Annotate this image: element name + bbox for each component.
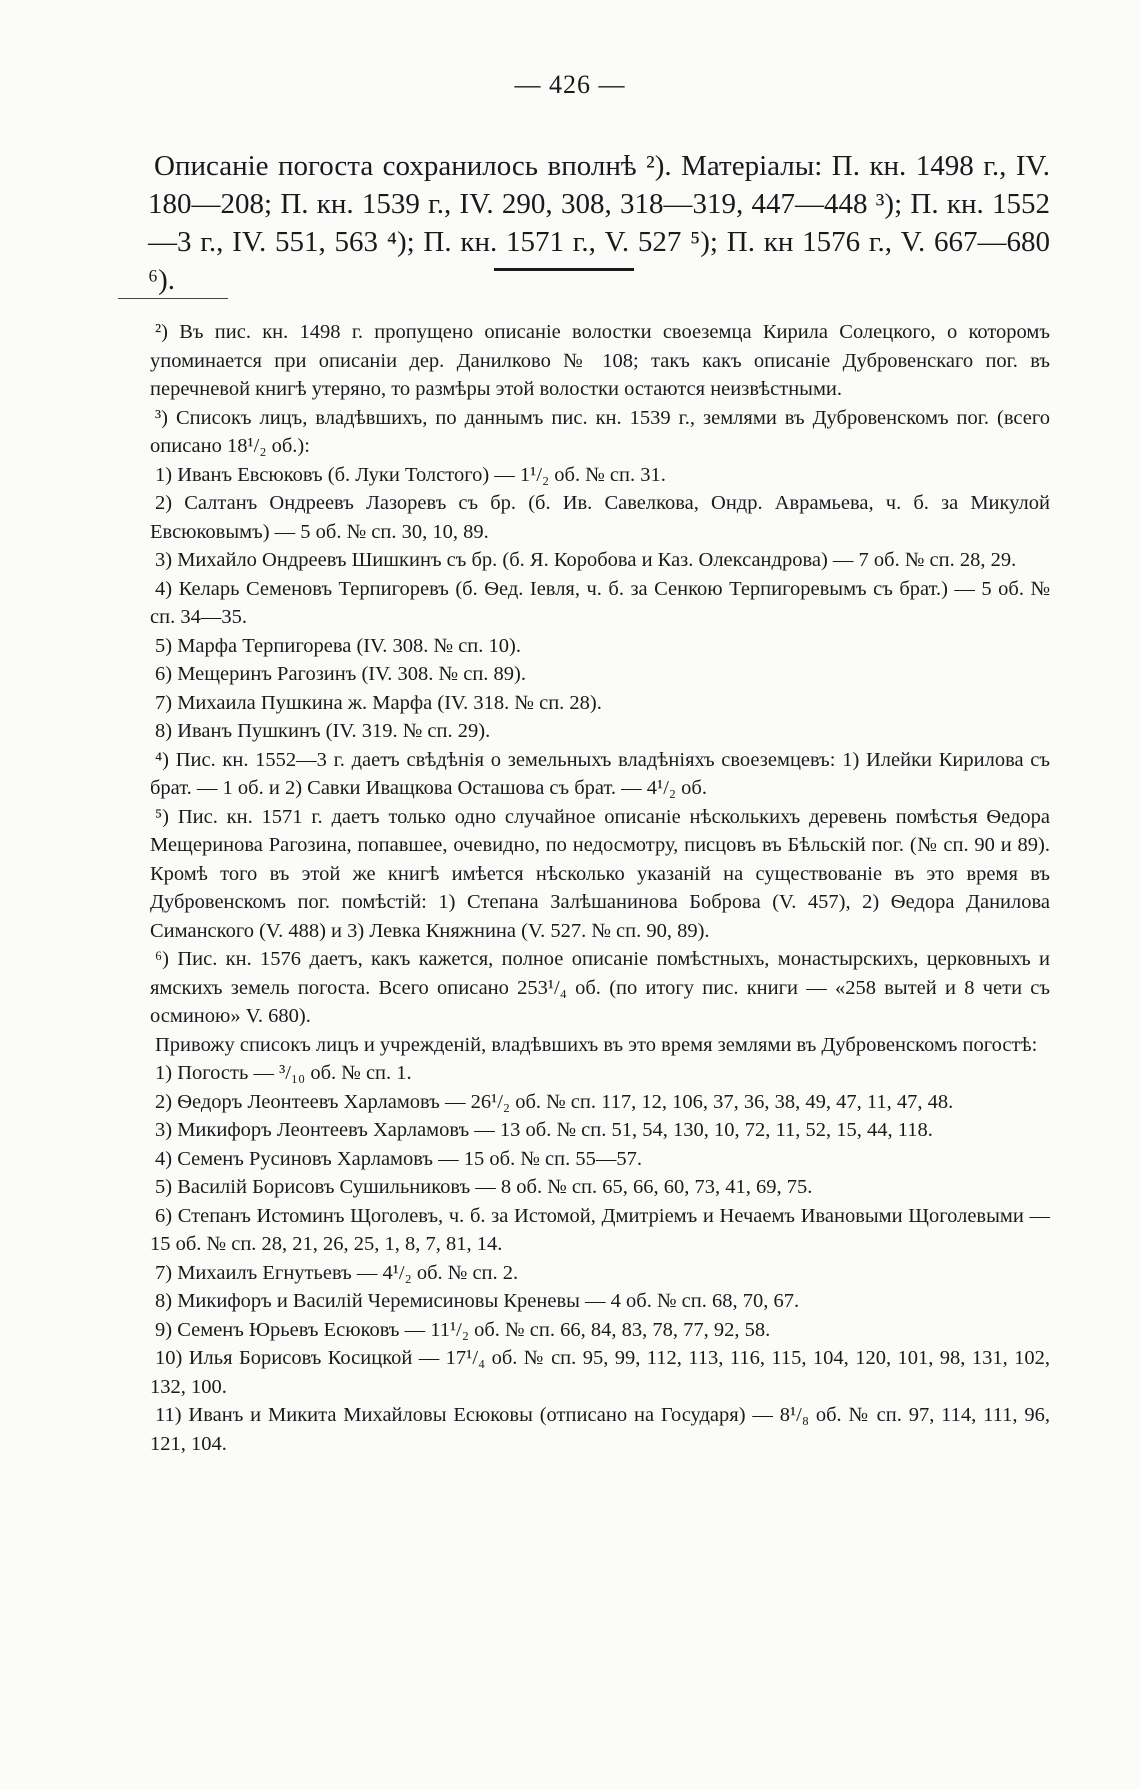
list-item: 4) Семенъ Русиновъ Харламовъ — 15 об. № сп. 55—57. xyxy=(155,1147,642,1170)
list-item: 2) Ѳедоръ Леонтеевъ Харламовъ — 26¹/₂ об. № сп. 117, 12, 106, 37, 36, 38, 49, 47, 11, 47, 48. xyxy=(155,1090,954,1113)
list-intro: Привожу списокъ лицъ и учрежденій, владѣвшихъ въ это время землями въ Дубровенскомъ погостѣ: xyxy=(155,1033,1038,1056)
list-item: 7) Михаилъ Егнутьевъ — 4¹/₂ об. № сп. 2. xyxy=(155,1261,519,1284)
list-item: 9) Семенъ Юрьевъ Есюковъ — 11¹/₂ об. № сп. 66, 84, 83, 78, 77, 92, 58. xyxy=(155,1318,771,1341)
list-item: 3) Михайло Ондреевъ Шишкинъ съ бр. (б. Я. Коробова и Каз. Олександрова) — 7 об. № сп. 28, 29. xyxy=(155,549,1017,571)
footnotes-block xyxy=(150,318,1050,1458)
footnote-6: ⁶) Пис. кн. 1576 даетъ, какъ кажется, полное описаніе помѣстныхъ, монастырскихъ, церковныхъ и ямскихъ земель погоста. Всего описано 253¹/₄ об. (по итогу пис. книги — «258 вытей и 8 чети съ осминою» V. 680). xyxy=(150,948,1050,1027)
main-paragraph: Описаніе погоста сохранилось вполнѣ ²). Матеріалы: П. кн. 1498 г., IV. 180—208; П. кн. 1539 г., IV. 290, 308, 318—319, 447—448 ³); П. кн. 1552—3 г., IV. 551, 563 ⁴); П. кн. 1571 г., V. 527 ⁵); П. кн 1576 г., V. 667—680 ⁶). xyxy=(148,150,1050,296)
page-number: — 426 — xyxy=(514,70,626,99)
list-item: 11) Иванъ и Микита Михайловы Есюковы (отписано на Государя) — 8¹/₈ об. № сп. 97, 114, 111, 96, 121, 104. xyxy=(150,1404,1050,1455)
list-item: 8) Иванъ Пушкинъ (IV. 319. № сп. 29). xyxy=(155,720,491,742)
section-divider xyxy=(494,268,634,271)
list-item: 10) Илья Борисовъ Косицкой — 17¹/₄ об. № сп. 95, 99, 112, 113, 116, 115, 104, 120, 101, 98, 131, 102, 132, 100. xyxy=(150,1347,1050,1398)
list-item: 6) Мещеринъ Рагозинъ (IV. 308. № сп. 89). xyxy=(155,663,526,685)
list-item: 2) Салтанъ Ондреевъ Лазоревъ съ бр. (б. Ив. Савелкова, Ондр. Аврамьева, ч. б. за Микулой Евсюковымъ) — 5 об. № сп. 30, 10, 89. xyxy=(150,492,1050,543)
list-item: 3) Микифоръ Леонтеевъ Харламовъ — 13 об. № сп. 51, 54, 130, 10, 72, 11, 52, 15, 44, 118. xyxy=(155,1119,933,1141)
footnote-5: ⁵) Пис. кн. 1571 г. даетъ только одно случайное описаніе нѣсколькихъ деревень помѣстья Ѳедора Мещеринова Рагозина, попавшее, очевидно, по недосмотру, писцовъ въ Бѣльскій пог. (№ сп. 90 и 89). Кромѣ того въ этой же книгѣ имѣется нѣсколько указаній на существованіе въ это время въ Дубровенскомъ пог. помѣстій: 1) Степана Залѣшанинова Боброва (V. 457), 2) Ѳедора Данилова Симанского (V. 488) и 3) Левка Княжнина (V. 527. № сп. 90, 89). xyxy=(150,805,1050,942)
list-item: 7) Михаила Пушкина ж. Марфа (IV. 318. № сп. 28). xyxy=(155,691,602,714)
list-item: 5) Марфа Терпигорева (IV. 308. № сп. 10). xyxy=(155,634,521,657)
list-item: 8) Микифоръ и Василій Черемисиновы Креневы — 4 об. № сп. 68, 70, 67. xyxy=(155,1290,800,1312)
list-item: 5) Василій Борисовъ Сушильниковъ — 8 об. № сп. 65, 66, 60, 73, 41, 69, 75. xyxy=(155,1176,813,1198)
footnote-4: ⁴) Пис. кн. 1552—3 г. даетъ свѣдѣнія о земельныхъ владѣніяхъ своеземцевъ: 1) Илейки Кирилова съ брат. — 1 об. и 2) Савки Иващкова Осташова съ брат. — 4¹/₂ об. xyxy=(150,748,1050,799)
list-item: 1) Иванъ Евсюковъ (б. Луки Толстого) — 1¹/₂ об. № сп. 31. xyxy=(155,463,666,486)
footnote-divider xyxy=(118,298,228,299)
list-item: 1) Погость — ³/₁₀ об. № сп. 1. xyxy=(155,1062,412,1084)
list-item: 6) Степанъ Истоминъ Щоголевъ, ч. б. за Истомой, Дмитріемъ и Нечаемъ Ивановыми Щоголевыми — 15 об. № сп. 28, 21, 26, 25, 1, 8, 7, 81, 14. xyxy=(150,1204,1050,1255)
list-item: 4) Келарь Семеновъ Терпигоревъ (б. Ѳед. Іевля, ч. б. за Сенкою Терпигоревымъ съ брат.) — 5 об. № сп. 34—35. xyxy=(150,577,1050,628)
footnote-2: ²) Въ пис. кн. 1498 г. пропущено описаніе волостки своеземца Кирила Солецкого, о которомъ упоминается при описаніи дер. Данилково № 108; такъ какъ описаніе Дубровенскаго пог. въ перечневой книгѣ утеряно, то размѣры этой волостки остаются неизвѣстными. xyxy=(150,321,1050,400)
footnote-3: ³) Списокъ лицъ, владѣвшихъ, по даннымъ пис. кн. 1539 г., землями въ Дубровенскомъ пог. (всего описано 18¹/₂ об.): xyxy=(150,406,1050,457)
